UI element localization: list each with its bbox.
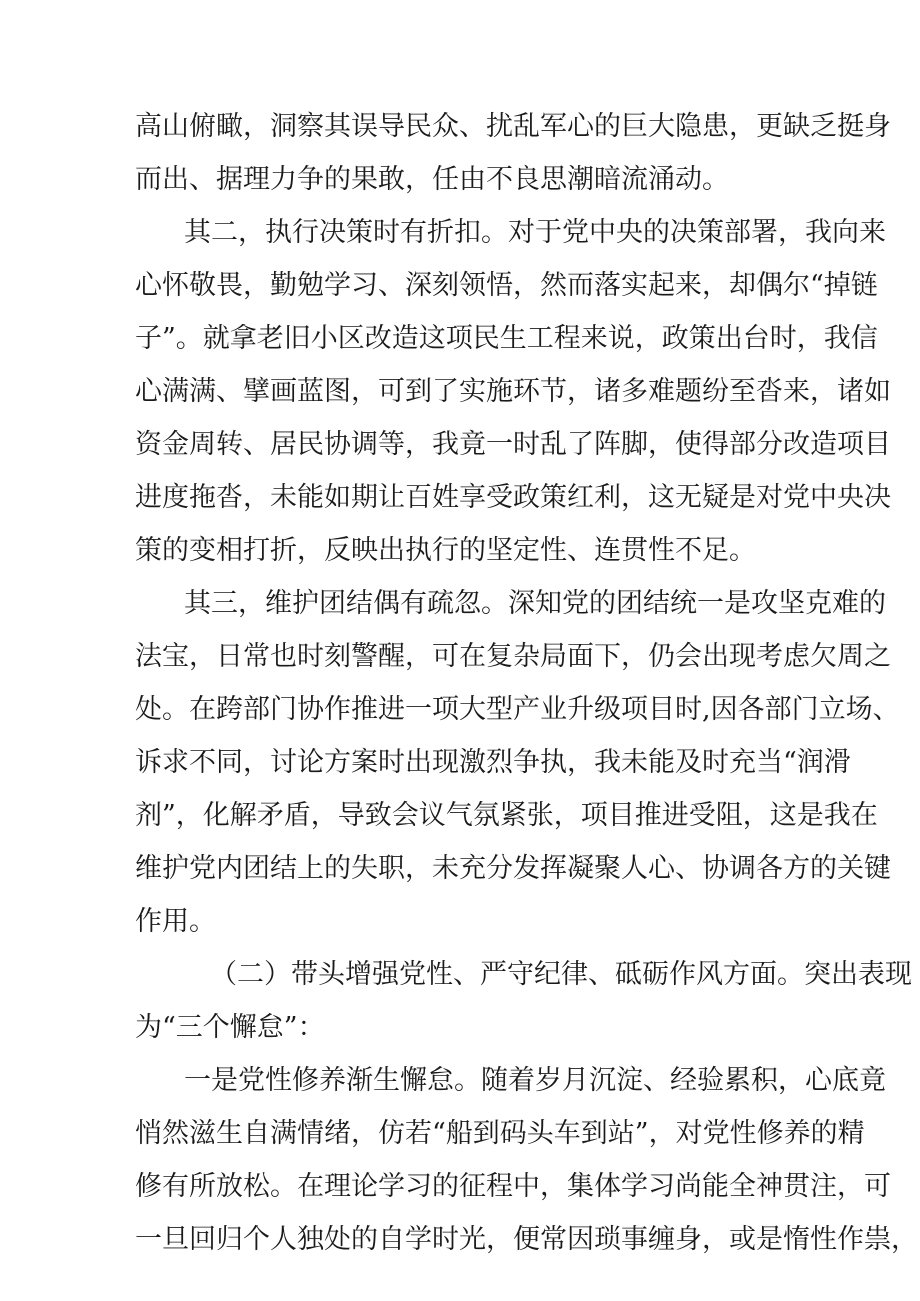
text-line: 处。在跨部门协作推进一项大型产业升级项目时,因各部门立场、 <box>135 694 900 725</box>
text-line: 悄然滋生自满情绪，仿若“船到码头车到站”，对党性修养的精 <box>135 1118 865 1149</box>
section-heading-line: （二）带头增强党性、严守纪律、砥砺作风方面。突出表现 <box>210 959 912 990</box>
text-line: 资金周转、居民协调等，我竟一时乱了阵脚，使得部分改造项目 <box>135 429 891 460</box>
paragraph-start-line: 其三，维护团结偶有疏忽。深知党的团结统一是攻坚克难的 <box>184 588 886 619</box>
section-heading-line: 为“三个懈怠”： <box>135 1012 325 1043</box>
paragraph-start-line: 一是党性修养渐生懈怠。随着岁月沉淀、经验累积，心底竟 <box>184 1065 886 1096</box>
text-line: 子”。就拿老旧小区改造这项民生工程来说，政策出台时，我信 <box>135 323 878 354</box>
text-line: 剂”，化解矛盾，导致会议气氛紧张，项目推进受阻，这是我在 <box>135 800 878 831</box>
text-line: 高山俯瞰，洞察其误导民众、扰乱军心的巨大隐患，更缺乏挺身 <box>135 111 891 142</box>
paragraph-start-line: 其二，执行决策时有折扣。对于党中央的决策部署，我向来 <box>184 217 886 248</box>
text-line: 策的变相打折，反映出执行的坚定性、连贯性不足。 <box>135 535 756 566</box>
text-line: 进度拖沓，未能如期让百姓享受政策红利，这无疑是对党中央决 <box>135 482 891 513</box>
text-line: 作用。 <box>135 906 216 937</box>
text-line: 一旦回归个人独处的自学时光，便常因琐事缠身，或是惰性作祟， <box>135 1224 918 1255</box>
text-line: 法宝，日常也时刻警醒，可在复杂局面下，仍会出现考虑欠周之 <box>135 641 891 672</box>
text-line: 心满满、擘画蓝图，可到了实施环节，诸多难题纷至沓来，诸如 <box>135 376 891 407</box>
text-line: 维护党内团结上的失职，未充分发挥凝聚人心、协调各方的关键 <box>135 853 891 884</box>
text-line: 诉求不同，讨论方案时出现激烈争执，我未能及时充当“润滑 <box>135 747 851 778</box>
text-line: 修有所放松。在理论学习的征程中，集体学习尚能全神贯注，可 <box>135 1171 891 1202</box>
text-line: 心怀敬畏，勤勉学习、深刻领悟，然而落实起来，却偶尔“掉链 <box>135 270 878 301</box>
text-line: 而出、据理力争的果敢，任由不良思潮暗流涌动。 <box>135 164 729 195</box>
